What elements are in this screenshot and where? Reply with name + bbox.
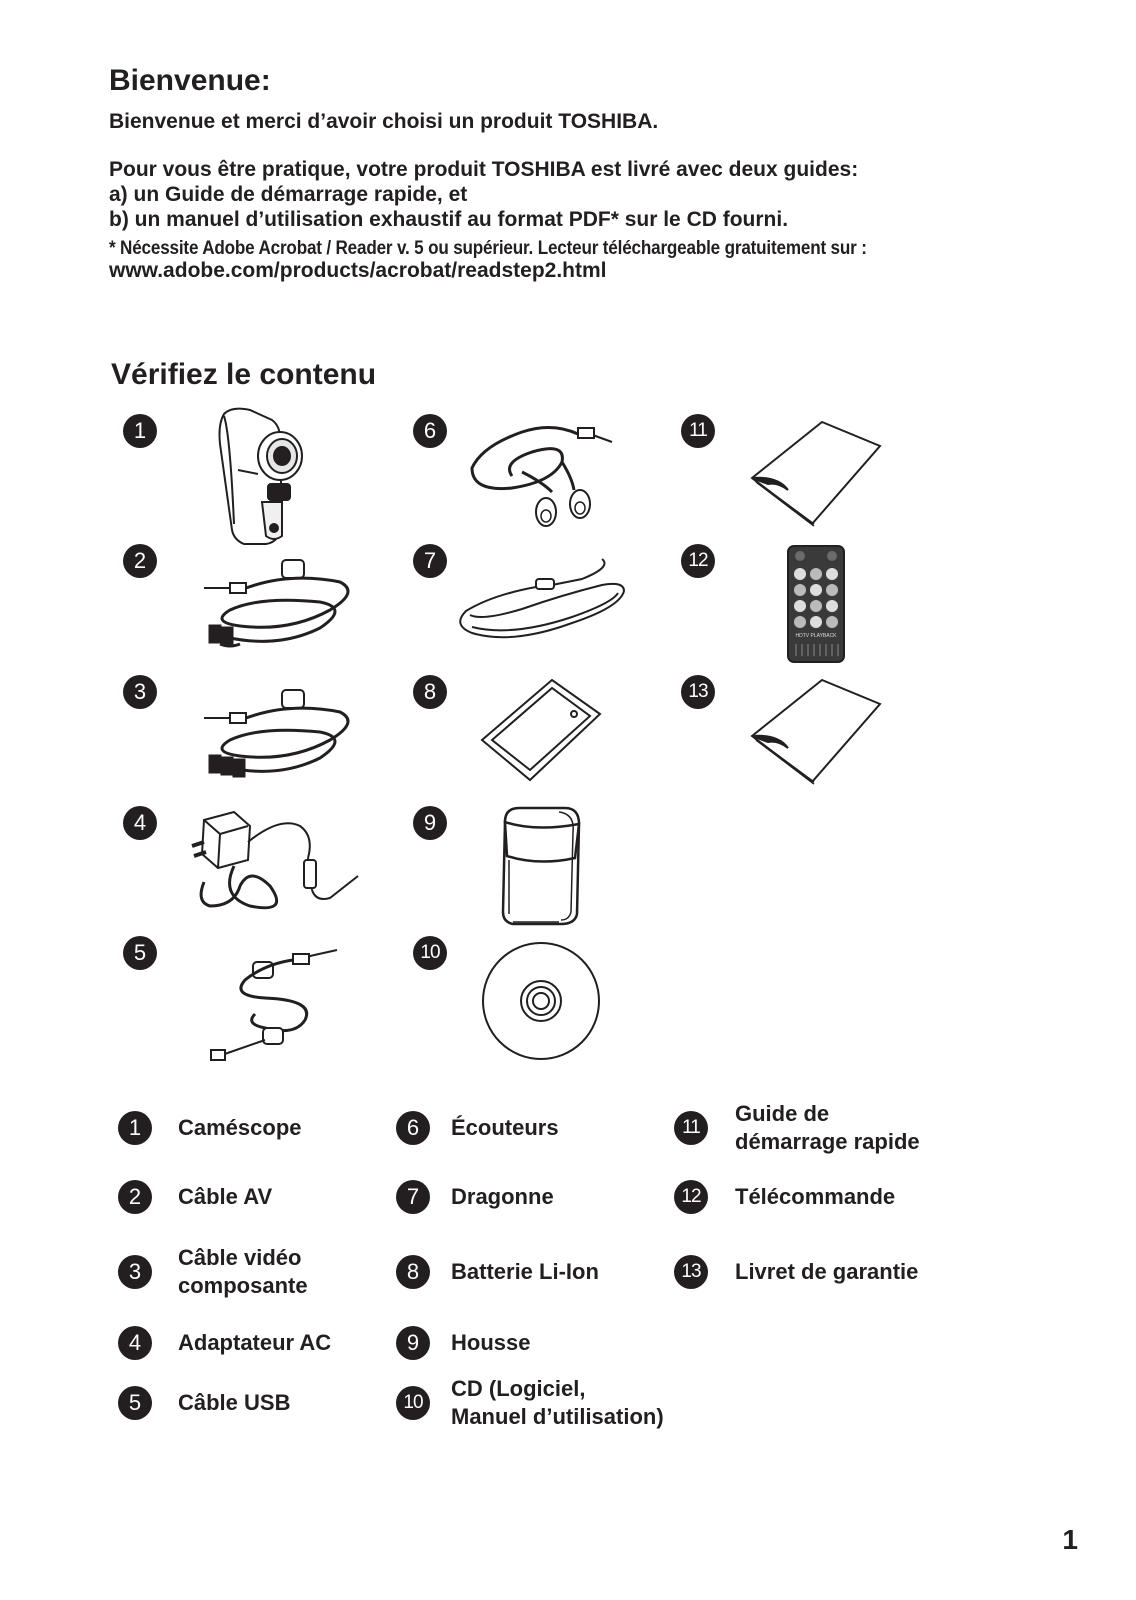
figure-badge-11: 11 <box>681 414 715 448</box>
svg-text:HDTV PLAYBACK: HDTV PLAYBACK <box>795 633 837 639</box>
legend-label-battery: Batterie Li-Ion <box>451 1259 599 1284</box>
legend-label-quick-guide: Guide de démarrage rapide <box>735 1101 920 1154</box>
legend-label-component-cable: Câble vidéo composante <box>178 1245 308 1298</box>
legend-badge-1: 1 <box>118 1111 152 1145</box>
legend-badge-13: 13 <box>674 1255 708 1289</box>
guide-item-b: b) un manuel d’utilisation exhaustif au format PDF* sur le CD fourni. <box>109 208 789 231</box>
legend-label-warranty: Livret de garantie <box>735 1259 919 1284</box>
legend-label-camcorder: Caméscope <box>178 1115 302 1140</box>
usb-cable-icon <box>205 944 345 1064</box>
camcorder-icon <box>210 404 310 548</box>
figure-badge-9: 9 <box>413 806 447 840</box>
figure-badge-12: 12 <box>681 544 715 578</box>
battery-icon <box>478 676 603 786</box>
legend-label-ac-adapter: Adaptateur AC <box>178 1330 332 1355</box>
legend-badge-3: 3 <box>118 1255 152 1289</box>
welcome-line: Bienvenue et merci d’avoir choisi un produit TOSHIBA. <box>109 110 659 133</box>
figure-badge-6: 6 <box>413 414 447 448</box>
guide-item-a: a) un Guide de démarrage rapide, et <box>109 183 468 206</box>
figure-badge-7: 7 <box>413 544 447 578</box>
legend-badge-9: 9 <box>396 1326 430 1360</box>
legend-badge-10: 10 <box>396 1386 430 1420</box>
figure-badge-5: 5 <box>123 936 157 970</box>
figure-badge-13: 13 <box>681 675 715 709</box>
legend-badge-2: 2 <box>118 1180 152 1214</box>
adobe-url: www.adobe.com/products/acrobat/readstep2.html <box>109 259 607 282</box>
legend-badge-7: 7 <box>396 1180 430 1214</box>
figure-badge-1: 1 <box>123 414 157 448</box>
pouch-icon <box>495 802 585 927</box>
cd-icon <box>480 940 602 1062</box>
figure-badge-2: 2 <box>123 544 157 578</box>
quick-guide-icon <box>748 418 883 528</box>
figure-badge-4: 4 <box>123 806 157 840</box>
legend-badge-4: 4 <box>118 1326 152 1360</box>
figure-badge-3: 3 <box>123 675 157 709</box>
section-title: Vérifiez le contenu <box>111 358 377 391</box>
legend-label-strap: Dragonne <box>451 1184 554 1209</box>
legend-label-av-cable: Câble AV <box>178 1184 273 1209</box>
remote-control-icon <box>786 544 846 664</box>
legend-badge-12: 12 <box>674 1180 708 1214</box>
warranty-booklet-icon <box>748 676 883 786</box>
page-number: 1 <box>1062 1524 1078 1555</box>
figure-badge-8: 8 <box>413 675 447 709</box>
figure-badge-10: 10 <box>413 936 447 970</box>
legend-badge-11: 11 <box>674 1111 708 1145</box>
ac-adapter-icon <box>190 806 365 921</box>
legend-label-earphones: Écouteurs <box>451 1115 559 1140</box>
legend-badge-6: 6 <box>396 1111 430 1145</box>
legend-label-cd: CD (Logiciel, Manuel d’utilisation) <box>451 1376 664 1429</box>
av-cable-icon <box>200 552 360 652</box>
acrobat-note: * Nécessite Adobe Acrobat / Reader v. 5 ou supérieur. Lecteur téléchargeable gratuitement sur : <box>109 238 867 259</box>
legend-label-usb-cable: Câble USB <box>178 1390 291 1415</box>
earphones-icon <box>462 412 617 532</box>
legend-label-pouch: Housse <box>451 1330 531 1355</box>
guides-intro: Pour vous être pratique, votre produit TOSHIBA est livré avec deux guides: <box>109 158 859 181</box>
page-title: Bienvenue: <box>109 64 271 97</box>
legend-label-remote: Télécommande <box>735 1184 896 1209</box>
legend-badge-5: 5 <box>118 1386 152 1420</box>
strap-icon <box>452 555 627 650</box>
legend-badge-8: 8 <box>396 1255 430 1289</box>
component-cable-icon <box>200 682 360 782</box>
